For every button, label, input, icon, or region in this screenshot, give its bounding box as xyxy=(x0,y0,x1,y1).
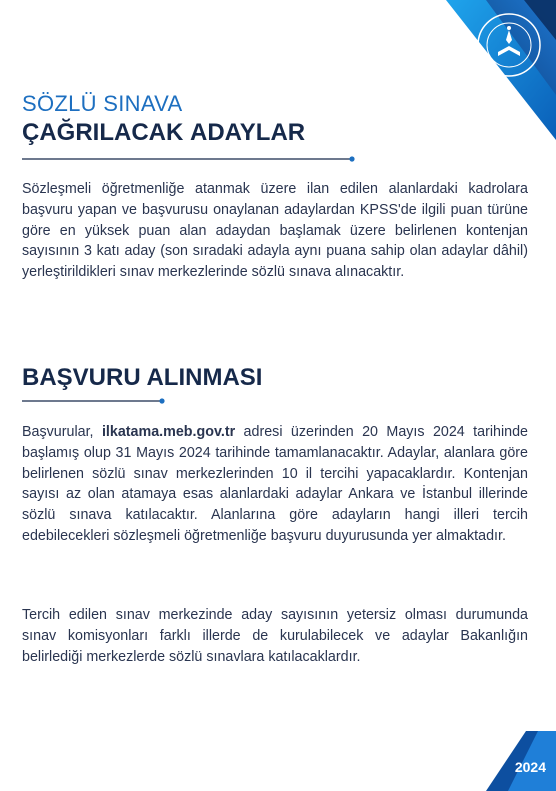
section2-title: BAŞVURU ALINMASI xyxy=(22,364,263,391)
section-title-line2 xyxy=(22,119,305,147)
section2-underline xyxy=(22,398,166,404)
footer-year: 2024 xyxy=(514,759,546,775)
section-title-line2-part-b: ADAYLAR xyxy=(190,119,306,146)
meb-logo-icon xyxy=(476,12,542,78)
title-underline xyxy=(22,156,356,162)
section1-paragraph: Sözleşmeli öğretmenliğe atanmak üzere ilan edilen alanlardaki kadrolara başvuru yapan ve başvurusu onaylanan adaylardan KPSS'de ilgili puan türüne göre en yüksek puan alan adaydan başlamak üzere belirlenen kontenjan sayısının 3 katı aday (son sıradaki adayla aynı puana sahip olan adaylar dâhil) yerleştirildikleri sınav merkezlerinde sözlü sınava alınacaktır. xyxy=(22,181,528,281)
paragraph-text: Başvurular, xyxy=(22,424,102,440)
website-link[interactable]: ilkatama.meb.gov.tr xyxy=(101,424,236,440)
section-title-line1: SÖZLÜ SINAVA xyxy=(22,91,183,116)
section2-paragraph2: Tercih edilen sınav merkezinde aday sayısının yetersiz olması durumunda sınav komisyonları farklı illerde de kurulabilecek ve adaylar Bakanlığın belirlediği merkezlerde sözlü sınavlara katılacaklardır. xyxy=(22,607,528,665)
section2-paragraph1 xyxy=(22,422,528,547)
paragraph-text: adresi üzerinden 20 Mayıs 2024 tarihinde başlamış olup 31 Mayıs 2024 tarihinde tamamlanacaktır. Adaylar, alanlara göre belirlenen sözlü sınav merkezlerinden 10 il tercihi yapacaklardır. Kontenjan sayısı az olan atamaya esas alanlardaki adaylar Ankara ve İstanbul illerinde sözlü sınava katılacaktır. Alanlarına göre adayların hangi illeri tercih edebilecekleri sözleşmeli öğretmenliğe başvuru duyurusunda yer almaktadır. xyxy=(22,424,528,544)
section-title-line2-part-a: ÇAĞRILACAK xyxy=(22,119,190,146)
